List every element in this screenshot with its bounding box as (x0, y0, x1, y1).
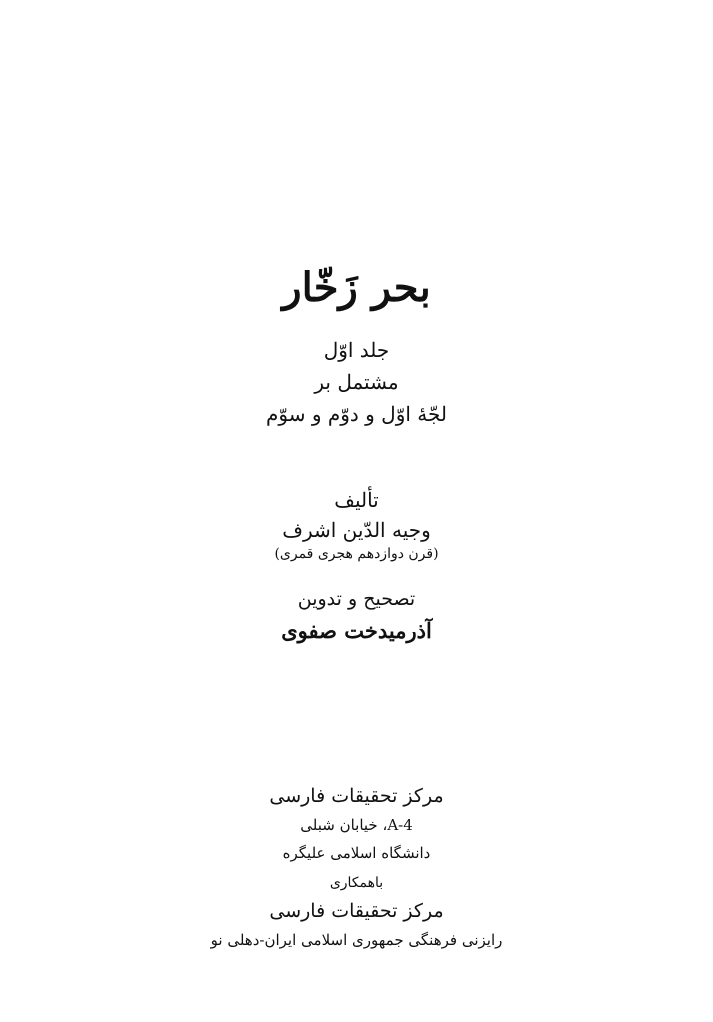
contains-label: مشتمل بر (314, 370, 399, 394)
collaboration-label: باهمکاری (329, 875, 384, 891)
publisher-name: مرکز تحقیقات فارسی (269, 785, 444, 807)
editor-name: آذرمیدخت صفوی (281, 618, 432, 643)
volume-label: جلد اوّل (323, 338, 390, 362)
partner-name: مرکز تحقیقات فارسی (269, 900, 444, 922)
author-name: وجیه الدّین اشرف (282, 518, 431, 542)
book-title: بحر زَخّار (282, 264, 431, 311)
edition-label: تصحیح و تدوین (297, 588, 416, 610)
parts-label: لجّۀ اوّل و دوّم و سوّم (266, 402, 447, 426)
publisher-university: دانشگاه اسلامی علیگره (282, 844, 431, 862)
author-century: (قرن دوازدهم هجری قمری) (274, 546, 439, 562)
publisher-address: A-4، خیابان شبلی (300, 816, 413, 834)
partner-council: رایزنی فرهنگی جمهوری اسلامی ایران-دهلی نو (210, 931, 503, 949)
authorship-label: تألیف (334, 488, 379, 512)
